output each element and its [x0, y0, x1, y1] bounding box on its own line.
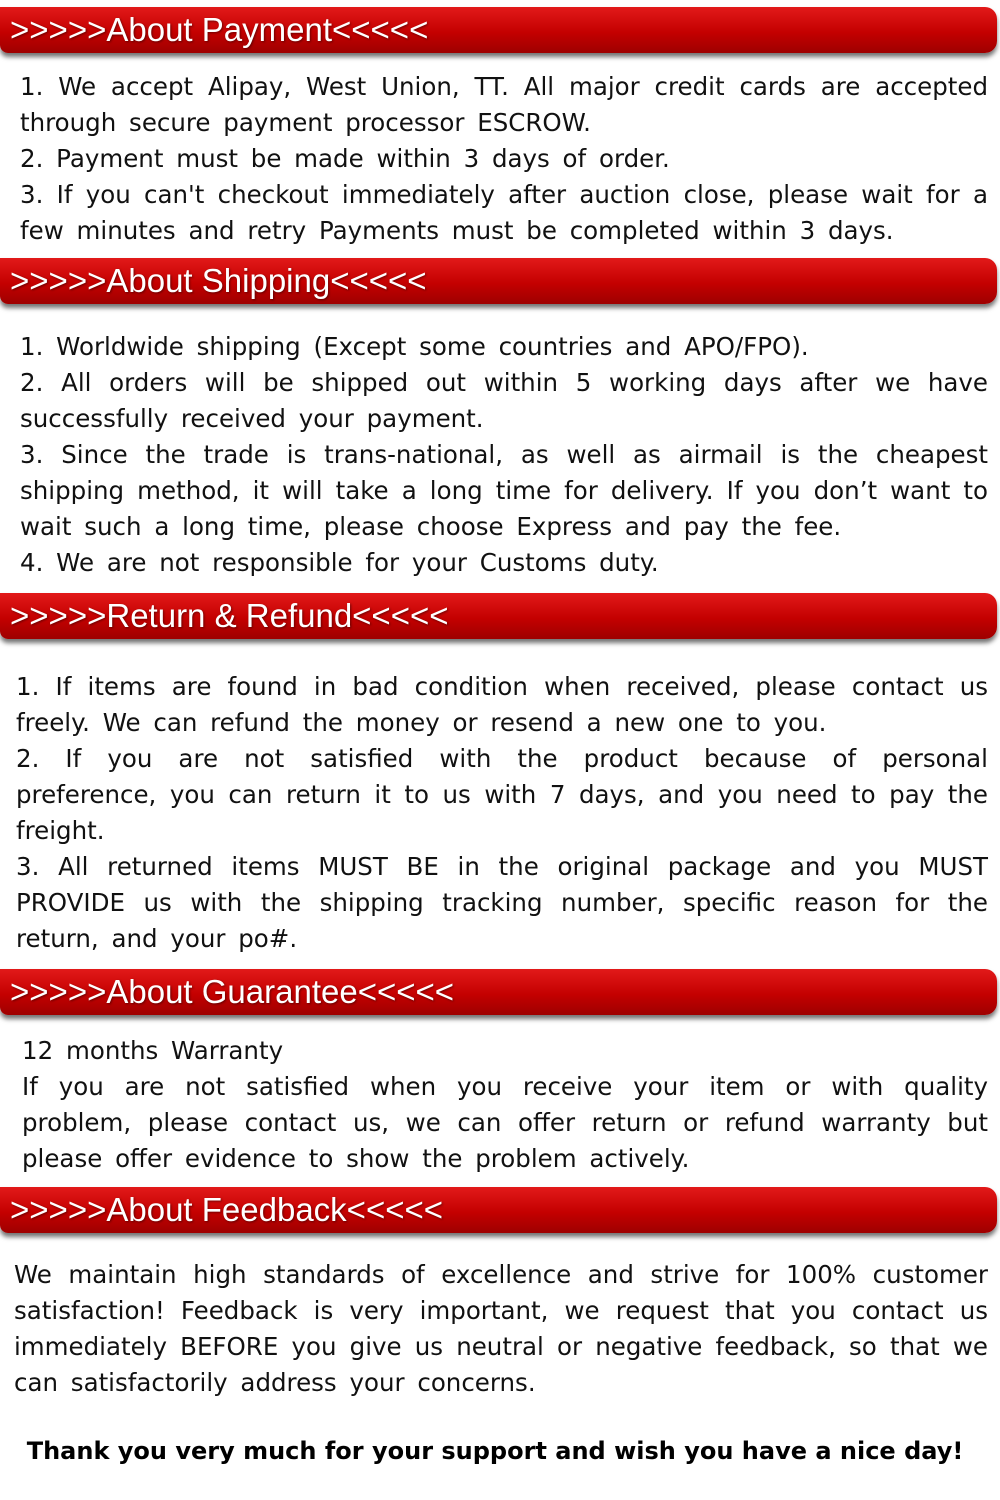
guarantee-item-2: If you are not satisfied when you receive your item or with quality problem, please contact us, we can offer return or refund warranty but please offer evidence to show the problem actively. — [22, 1072, 988, 1173]
feedback-item-1: We maintain high standards of excellence and strive for 100% customer satisfaction! Feedback is very important, we request that you contact us immediately BEFORE you give us neutral or negative feedback, so that we can satisfactorily address your concerns. — [14, 1260, 988, 1397]
guarantee-item-1: 12 months Warranty — [22, 1036, 284, 1065]
payment-item-2: 2. Payment must be made within 3 days of order. — [20, 144, 670, 173]
shipping-item-3: 3. Since the trade is trans-national, as well as airmail is the cheapest shipping method, it will take a long time for delivery. If you don’t want to wait such a long time, please choose Express and pay the fee. — [20, 440, 988, 541]
closing-thank-you: Thank you very much for your support and wish you have a nice day! — [26, 1437, 964, 1465]
shipping-item-4: 4. We are not responsible for your Customs duty. — [20, 548, 659, 577]
refund-item-3: 3. All returned items MUST BE in the original package and you MUST PROVIDE us with the shipping tracking number, specific reason for the return, and your po#. — [16, 852, 988, 953]
section-header-shipping: >>>>>About Shipping<<<<< — [0, 258, 997, 304]
section-header-feedback: >>>>>About Feedback<<<<< — [0, 1187, 997, 1233]
section-body-feedback — [14, 1257, 988, 1401]
shipping-item-1: 1. Worldwide shipping (Except some countries and APO/FPO). — [20, 332, 809, 361]
section-body-payment — [20, 69, 988, 249]
refund-item-2: 2. If you are not satisfied with the product because of personal preference, you can return it to us with 7 days, and you need to pay the freight. — [16, 744, 988, 845]
section-header-return-refund: >>>>>Return & Refund<<<<< — [0, 593, 997, 639]
section-body-return-refund — [16, 669, 988, 957]
section-header-guarantee: >>>>>About Guarantee<<<<< — [0, 969, 997, 1015]
section-body-shipping — [20, 329, 988, 581]
refund-item-1: 1. If items are found in bad condition when received, please contact us freely. We can refund the money or resend a new one to you. — [16, 672, 988, 737]
shipping-item-2: 2. All orders will be shipped out within 5 working days after we have successfully received your payment. — [20, 368, 988, 433]
section-body-guarantee — [22, 1033, 988, 1177]
payment-item-3: 3. If you can't checkout immediately after auction close, please wait for a few minutes and retry Payments must be completed within 3 days. — [20, 180, 988, 245]
payment-item-1: 1. We accept Alipay, West Union, TT. All major credit cards are accepted through secure payment processor ESCROW. — [20, 72, 988, 137]
section-header-payment: >>>>>About Payment<<<<< — [0, 7, 997, 53]
